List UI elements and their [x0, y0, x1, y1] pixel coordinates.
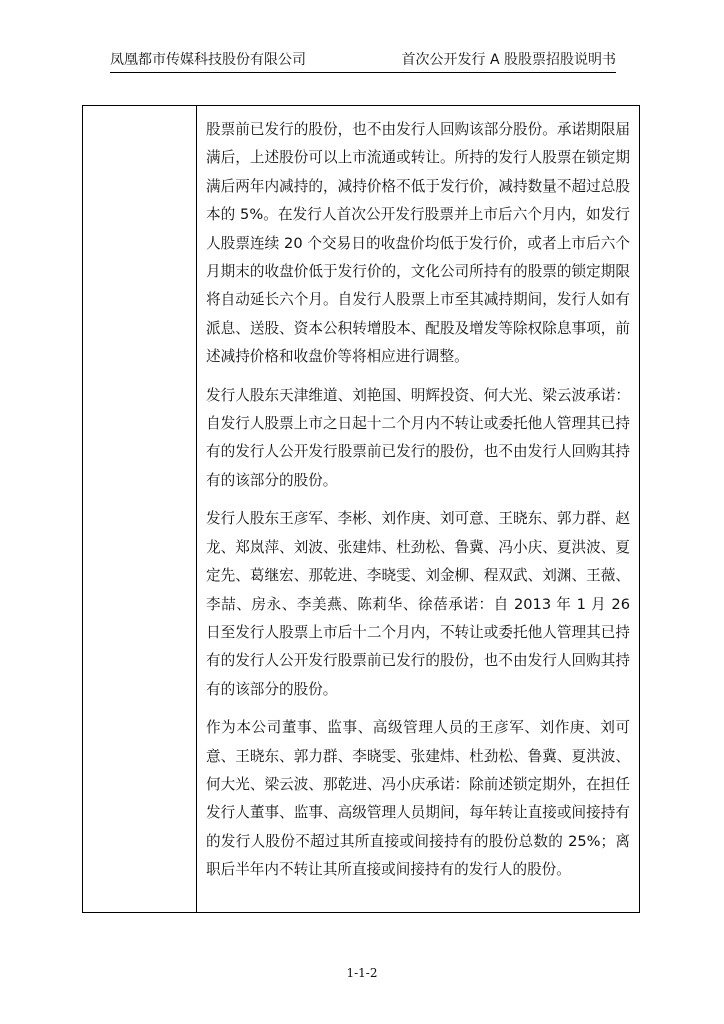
- page-header: [110, 50, 616, 73]
- paragraph-lockup-continuation: 股票前已发行的股份，也不由发行人回购该部分股份。承诺期限届满后，上述股份可以上市流通或转让。所持的发行人股票在锁定期满后两年内减持的，减持价格不低于发行价，减持数量不超过总股本的 5%。在发行人首次公开发行股票并上市后六个月内，如发行人股票连续 20 个交易日的收盘价均低于发行价，或者上市后六个月期末的收盘价低于发行价的，文化公司所持有的股票的锁定期限将自动延长六个月。自发行人股票上市至其减持期间，发行人如有派息、送股、资本公积转增股本、配股及增发等除权除息事项，前述减持价格和收盘价等将相应进行调整。: [206, 121, 630, 366]
- document-title: 首次公开发行 A 股股票招股说明书: [401, 52, 616, 68]
- page-number: 1-1-2: [346, 966, 378, 980]
- table-content-cell: [197, 106, 639, 912]
- commitment-table: [82, 105, 640, 913]
- paragraph-shareholder-commitment-1: 发行人股东天津维道、刘艳国、明辉投资、何大光、梁云波承诺：自发行人股票上市之日起十二个月内不转让或委托他人管理其已持有的发行人公开发行股票前已发行的股份，也不由发行人回购其持有的该部分的股份。: [206, 386, 630, 489]
- table-label-cell: [83, 106, 197, 912]
- paragraph-executive-commitment: 作为本公司董事、监事、高级管理人员的王彦军、刘作庚、刘可意、王晓东、郭力群、李晓雯、张建炜、杜劲松、鲁冀、夏洪波、何大光、梁云波、那乾进、冯小庆承诺：除前述锁定期外，在担任发行人董事、监事、高级管理人员期间，每年转让直接或间接持有的发行人股份不超过其所直接或间接持有的股份总数的 25%；离职后半年内不转让其所直接或间接持有的发行人的股份。: [206, 719, 630, 879]
- company-name: 凤凰都市传媒科技股份有限公司: [110, 52, 306, 68]
- paragraph-shareholder-commitment-2: 发行人股东王彦军、李彬、刘作庚、刘可意、王晓东、郭力群、赵龙、郑岚萍、刘波、张建炜、杜劲松、鲁冀、冯小庆、夏洪波、夏定先、葛继宏、那乾进、李晓雯、刘金柳、程双武、刘渊、王薇、李喆、房永、李美燕、陈莉华、徐蓓承诺：自 2013 年 1 月 26 日至发行人股票上市后十二个月内，不转让或委托他人管理其已持有的发行人公开发行股票前已发行的股份，也不由发行人回购其持有的该部分的股份。: [206, 510, 630, 698]
